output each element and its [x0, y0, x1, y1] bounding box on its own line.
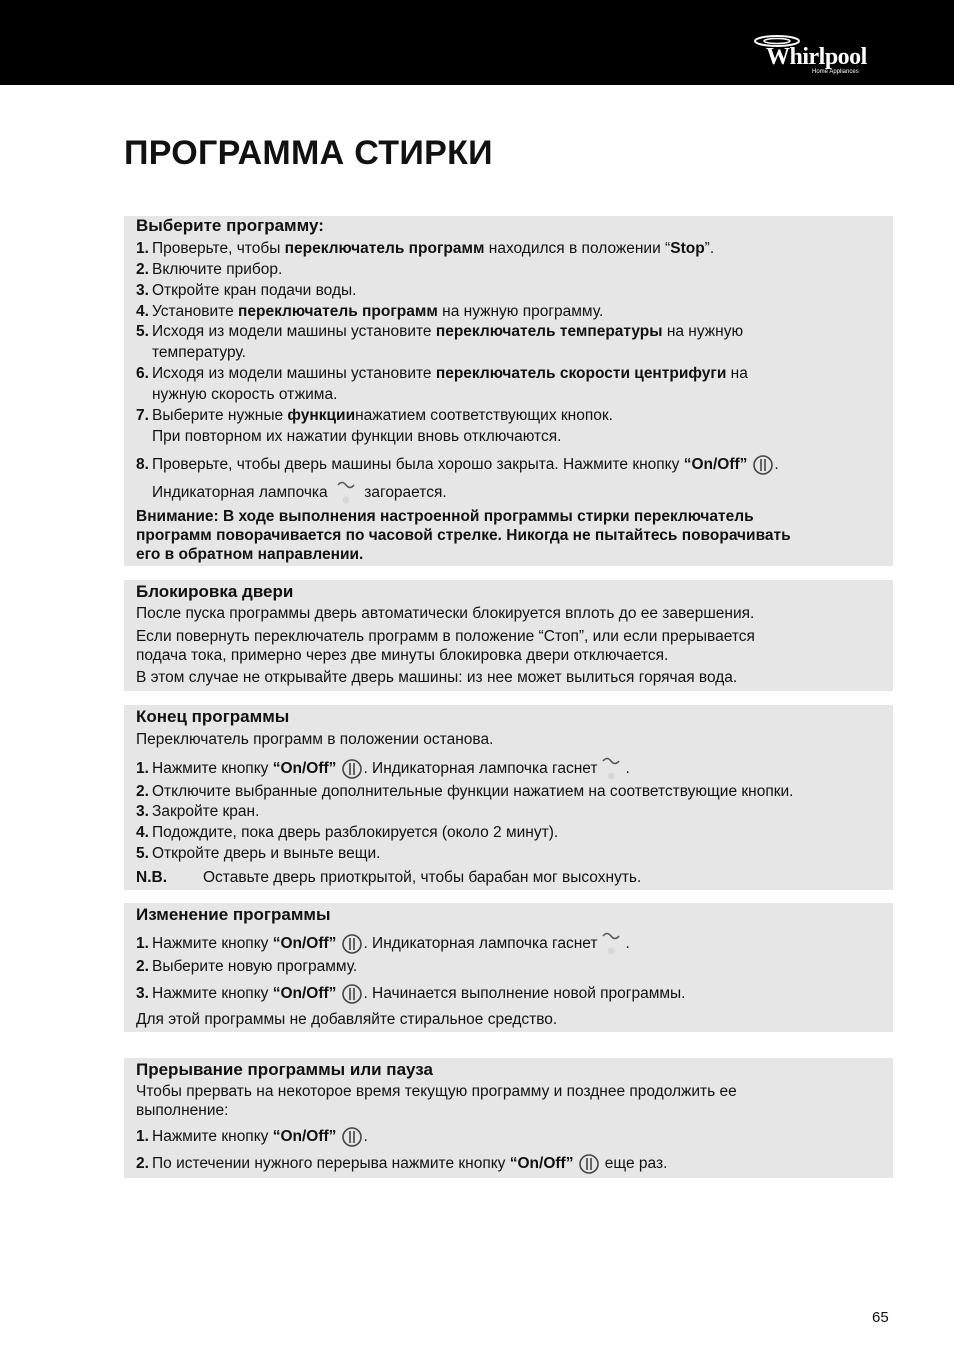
paragraph-line: В этом случае не открывайте дверь машины: из нее может вылиться горячая вода. — [136, 669, 738, 686]
paragraph-line: Если повернуть переключатель программ в положение “Стоп”, или если прерывается — [136, 628, 755, 645]
list-item: 1. Проверьте, чтобы переключатель программ находился в положении “Stop”. — [136, 240, 715, 257]
list-item: 8. Проверьте, чтобы дверь машины была хорошо закрыта. Нажмите кнопку “On/Off” . — [136, 454, 779, 476]
list-item: 6. Исходя из модели машины установите переключатель скорости центрифуги на — [136, 365, 748, 382]
list-item-continuation: При повторном их нажатии функции вновь отключаются. — [152, 428, 562, 445]
list-item: 3. Нажмите кнопку “On/Off” . Начинается выполнение новой программы. — [136, 982, 685, 1006]
warning-line: Внимание: В ходе выполнения настроенной программы стирки переключатель — [136, 508, 754, 525]
list-item: 3. Откройте кран подачи воды. — [136, 282, 357, 299]
logo-tagline: Home Appliances — [812, 69, 859, 75]
header-bar — [0, 0, 954, 85]
list-item: 4. Установите переключатель программ на нужную программу. — [136, 303, 604, 320]
list-item: 7. Выберите нужные функциинажатием соответствующих кнопок. — [136, 407, 613, 424]
paragraph-line: Переключатель программ в положении останова. — [136, 731, 494, 748]
logo-wordmark: Whirlpool — [766, 44, 867, 70]
power-icon — [752, 454, 774, 476]
whirlpool-logo — [752, 34, 882, 78]
indicator-lamp-icon — [600, 929, 622, 959]
list-item: 2. Выберите новую программу. — [136, 958, 358, 975]
list-item: 1. Нажмите кнопку “On/Off” . Индикаторная лампочка гаснет . — [136, 754, 630, 784]
section-heading: Прерывание программы или пауза — [136, 1060, 433, 1079]
warning-line: его в обратном направлении. — [136, 546, 364, 563]
list-item: 1. Нажмите кнопку “On/Off” . — [136, 1125, 368, 1149]
list-item: 5. Откройте дверь и выньте вещи. — [136, 845, 381, 862]
list-item: 5. Исходя из модели машины установите переключатель температуры на нужную — [136, 323, 744, 340]
paragraph-line: выполнение: — [136, 1102, 229, 1119]
paragraph-line: После пуска программы дверь автоматически блокируется вплоть до ее завершения. — [136, 605, 755, 622]
paragraph-line: Чтобы прервать на некоторое время текущую программу и позднее продолжить ее — [136, 1083, 737, 1100]
warning-line: программ поворачивается по часовой стрелке. Никогда не пытайтесь поворачивать — [136, 527, 791, 544]
indicator-lamp-icon — [600, 754, 622, 784]
list-item: 2. По истечении нужного перерыва нажмите кнопку “On/Off” еще раз. — [136, 1152, 667, 1176]
section-heading: Блокировка двери — [136, 582, 294, 601]
paragraph-line: Для этой программы не добавляйте стиральное средство. — [136, 1011, 558, 1028]
page-title: ПРОГРАММА СТИРКИ — [124, 134, 493, 172]
paragraph-line: подача тока, примерно через две минуты блокировка двери отключается. — [136, 647, 669, 664]
section-heading: Изменение программы — [136, 905, 331, 924]
list-item-continuation: Индикаторная лампочка загорается. — [152, 478, 447, 508]
nb-note: N.B. Оставьте дверь приоткрытой, чтобы барабан мог высохнуть. — [136, 869, 642, 886]
list-item: 3. Закройте кран. — [136, 803, 260, 820]
list-item: 2. Включите прибор. — [136, 261, 283, 278]
power-icon — [341, 933, 363, 955]
section-heading: Конец программы — [136, 707, 290, 726]
section-heading: Выберите программу: — [136, 216, 324, 235]
list-item: 2. Отключите выбранные дополнительные функции нажатием на соответствующие кнопки. — [136, 783, 794, 800]
list-item-continuation: нужную скорость отжима. — [152, 386, 338, 403]
power-icon — [341, 1126, 363, 1148]
power-icon — [341, 758, 363, 780]
indicator-lamp-icon — [335, 478, 357, 508]
list-item: 1. Нажмите кнопку “On/Off” . Индикаторная лампочка гаснет . — [136, 929, 630, 959]
page-number: 65 — [872, 1309, 889, 1326]
list-item-continuation: температуру. — [152, 344, 246, 361]
power-icon — [578, 1153, 600, 1175]
list-item: 4. Подождите, пока дверь разблокируется (около 2 минут). — [136, 824, 559, 841]
power-icon — [341, 983, 363, 1005]
